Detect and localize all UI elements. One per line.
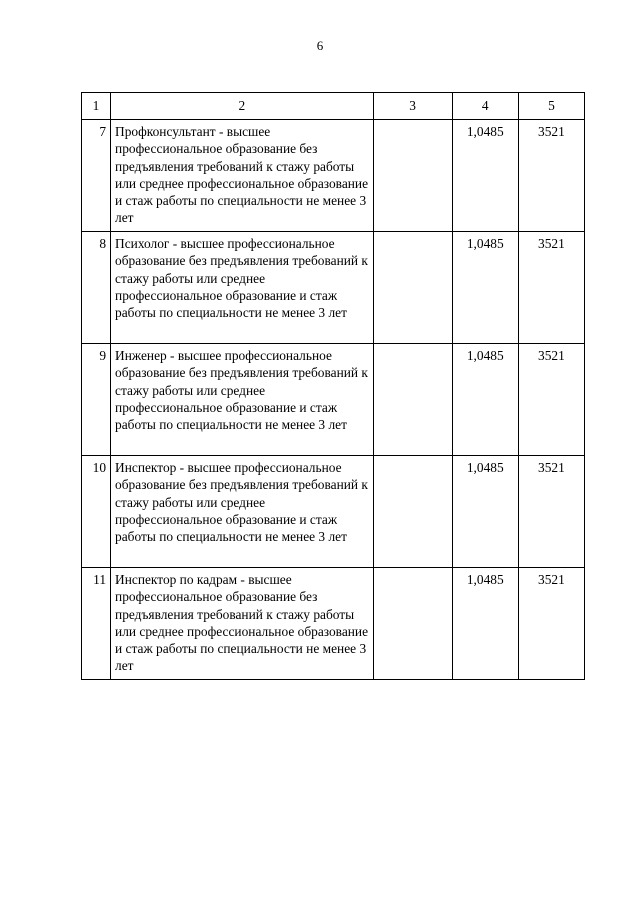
column-header: 3	[373, 93, 452, 120]
position-description-cell: Инспектор - высшее профессиональное образование без предъявления требований к стажу работы или среднее профессиональное образование и стаж работы по специальности не менее 3 лет	[111, 456, 374, 568]
table-row	[82, 120, 585, 232]
salary-cell: 3521	[518, 568, 584, 680]
column-header: 2	[111, 93, 374, 120]
salary-cell: 3521	[518, 232, 584, 344]
column-3-cell	[373, 232, 452, 344]
row-number-cell: 7	[82, 120, 111, 232]
table-row	[82, 232, 585, 344]
coefficient-cell: 1,0485	[452, 568, 518, 680]
table-header-row	[82, 93, 585, 120]
column-header: 4	[452, 93, 518, 120]
coefficient-cell: 1,0485	[452, 456, 518, 568]
salary-cell: 3521	[518, 456, 584, 568]
position-description-cell: Инспектор по кадрам - высшее профессиональное образование без предъявления требований к стажу работы или среднее профессиональное образование и стаж работы по специальности не менее 3 лет	[111, 568, 374, 680]
row-number-cell: 11	[82, 568, 111, 680]
column-3-cell	[373, 568, 452, 680]
column-header: 1	[82, 93, 111, 120]
positions-table	[81, 92, 585, 680]
row-number-cell: 10	[82, 456, 111, 568]
coefficient-cell: 1,0485	[452, 232, 518, 344]
table-row	[82, 344, 585, 456]
column-3-cell	[373, 456, 452, 568]
column-3-cell	[373, 120, 452, 232]
column-header: 5	[518, 93, 584, 120]
table-row	[82, 568, 585, 680]
coefficient-cell: 1,0485	[452, 120, 518, 232]
row-number-cell: 8	[82, 232, 111, 344]
table-row	[82, 456, 585, 568]
column-3-cell	[373, 344, 452, 456]
coefficient-cell: 1,0485	[452, 344, 518, 456]
position-description-cell: Психолог - высшее профессиональное образование без предъявления требований к стажу работы или среднее профессиональное образование и стаж работы по специальности не менее 3 лет	[111, 232, 374, 344]
position-description-cell: Профконсультант - высшее профессиональное образование без предъявления требований к стажу работы или среднее профессиональное образование и стаж работы по специальности не менее 3 лет	[111, 120, 374, 232]
salary-cell: 3521	[518, 344, 584, 456]
position-description-cell: Инженер - высшее профессиональное образование без предъявления требований к стажу работы или среднее профессиональное образование и стаж работы по специальности не менее 3 лет	[111, 344, 374, 456]
row-number-cell: 9	[82, 344, 111, 456]
salary-cell: 3521	[518, 120, 584, 232]
page-number: 6	[316, 38, 324, 53]
